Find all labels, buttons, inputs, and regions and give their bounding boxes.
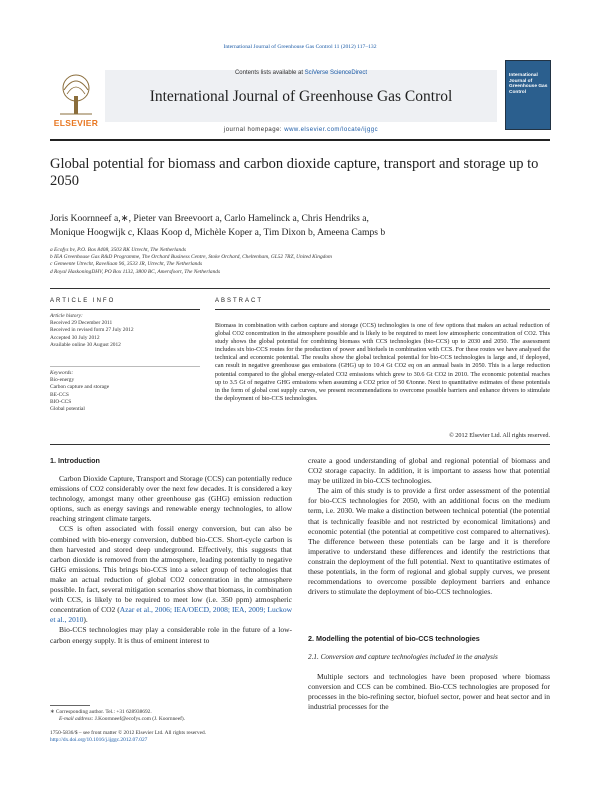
author-list xyxy=(50,212,550,240)
section-2-1-subheading: 2.1. Conversion and capture technologies included in the analysis xyxy=(308,653,498,661)
journal-citation: International Journal of Greenhouse Gas Control 11 (2012) 117–132 xyxy=(223,44,377,50)
history-online: Available online 30 August 2012 xyxy=(50,341,121,348)
elsevier-logo xyxy=(52,70,100,128)
homepage-link[interactable]: www.elsevier.com/locate/ijggc xyxy=(284,127,379,133)
intro-paragraph-3: Bio-CCS technologies may play a considerable role in the future of a low- carbon energy supply. It is thus of eminent interest to xyxy=(50,625,292,645)
affiliation-rule xyxy=(50,288,550,289)
section-1-heading: 1. Introduction xyxy=(50,456,100,465)
intro-paragraph-2 xyxy=(50,524,292,625)
affiliation-c: c Gemeente Utrecht, Ravellaan 96, 3533 JR, Utrecht, The Netherlands xyxy=(50,261,203,268)
contents-prefix: Contents lists available at xyxy=(234,70,305,76)
history-label: Article history: xyxy=(50,313,83,319)
keywords-label: Keywords: xyxy=(50,370,74,376)
history-accepted: Accepted 30 July 2012 xyxy=(50,334,100,341)
footnote-rule xyxy=(50,705,90,706)
article-history xyxy=(50,313,200,349)
intro-references-link[interactable]: Azar et al., 2006; IEA/OECD, 2008; IEA, 2009; Luckow et al., 2010 xyxy=(50,605,292,625)
header-rule xyxy=(50,139,550,141)
right-column-body xyxy=(308,456,550,597)
email-line xyxy=(50,716,292,723)
history-revised: Received in revised form 27 July 2012 xyxy=(50,327,134,334)
article-title: Global potential for biomass and carbon dioxide capture, transport and storage up to 2050 xyxy=(50,156,539,189)
keyword-item: Bio-energy xyxy=(50,377,75,384)
section-2-heading: 2. Modelling the potential of bio-CCS technologies xyxy=(308,634,480,643)
right-column-body-2 xyxy=(308,672,550,712)
doi-link[interactable]: http://dx.doi.org/10.1016/j.ijggc.2012.07.027 xyxy=(50,737,148,744)
email-address[interactable]: J.Koornneef@ecofys.com xyxy=(94,716,151,723)
keywords-rule xyxy=(50,366,200,367)
right-paragraph-1: create a good understanding of global and regional potential of biomass and CO2 storage capacity. In addition, it is important to assess how that potential may be utilized in bio-CCS technologies. xyxy=(308,456,550,486)
history-received: Received 29 December 2011 xyxy=(50,320,113,327)
contents-line xyxy=(105,70,497,76)
copyright-notice: © 2012 Elsevier Ltd. All rights reserved. xyxy=(449,432,550,439)
affiliations xyxy=(50,247,550,276)
elsevier-wordmark: ELSEVIER xyxy=(53,118,99,128)
homepage-line xyxy=(105,127,497,133)
sciencedirect-link[interactable]: SciVerse ScienceDirect xyxy=(304,70,368,76)
affiliation-a: a Ecofys bv, P.O. Box 8408, 3503 RK Utrecht, The Netherlands xyxy=(50,247,186,253)
cover-title: International Journal of Greenhouse Gas Control xyxy=(509,73,548,95)
authors-line-1: Joris Koornneef a,∗, Pieter van Breevoort a, Carlo Hamelinck a, Chris Hendriks a, xyxy=(50,213,369,224)
corresponding-author: ∗ Corresponding author. Tel.: +31 628938692. xyxy=(50,709,152,715)
abstract-bottom-rule xyxy=(50,444,550,445)
keyword-item: BE-CCS xyxy=(50,391,69,398)
authors-line-2: Monique Hoogwijk c, Klaas Koop d, Michèle Koper a, Tim Dixon b, Ameena Camps b xyxy=(50,227,386,238)
intro-paragraph-2-end: ). xyxy=(83,615,88,625)
abstract-text: Biomass in combination with carbon capture and storage (CCS) technologies is one of few options that makes an actual reduction of global CO2 concentration in the atmosphere possible and is likely to be required to meet low atmospheric concentration of CO2. This study shows the global potential for combining biomass with CCS technologies (bio-CCS) up to 2030 and 2050. The assessment includes six bio-CCS routes for the production of power and biofuels in combination with CCS. For these routes we have analysed the technical and economic potential. The results show the global technical potential for bio-CCS technologies is large and, if deployed, can result in negative greenhouse gas emissions (GHG) up to 10.4 Gt CO2 eq on an annual basis in 2050. This is a large reduction potential compared to the global energy-related CO2 emissions which grew to 30.6 Gt CO2 in 2010. The economic potential reaches up to 3.5 Gt of negative GHG emissions when assuming a CO2 price of 50 €/tonne. Next to quantitative estimates of these potentials in the form of global cost supply curves, we present recommendations to overcome possible barriers and enhance drivers to stimulate the deployment of bio-CCS technologies. xyxy=(215,322,550,402)
intro-paragraph-2-text: CCS is often associated with fossil energy conversion, but can also be combined with bio-energy conversion, dubbed bio-CCS. Short-cycle carbon is then harvested and stored deep underground. Effectively, this suggests that carbon dioxide is removed from the atmosphere, leading potentially to negative GHG emissions. This brings bio-CCS into a select group of technologies that make an actual reduction of global CO2 concentration in the atmosphere possible. In fact, several mitigation scenarios show that biomass, in combination with CCS, is likely to be required to meet low (i.e. 350 ppm) atmospheric concentration of CO2 ( xyxy=(50,524,292,615)
keywords xyxy=(50,370,200,413)
article-info-heading: ARTICLE INFO xyxy=(50,298,116,304)
keyword-item: Carbon capture and storage xyxy=(50,384,110,391)
homepage-prefix: journal homepage: xyxy=(223,127,285,133)
intro-paragraph-1: Carbon Dioxide Capture, Transport and Storage (CCS) can potentially reduce emissions of CO2 considerably over the next few decades. It is considered a key technology, amongst many other greenhouse gas (GHG) emission reduction options, such as energy savings and renewable energy technologies, to allow reaching stringent climate targets. xyxy=(50,474,292,524)
affiliation-b: b IEA Greenhouse Gas R&D Programme, The Orchard Business Centre, Stoke Orchard, Cheltenham, GL52 7RZ, United Kingdom xyxy=(50,254,332,261)
keyword-item: Global potential xyxy=(50,406,85,413)
abstract-heading: ABSTRACT xyxy=(215,298,264,304)
right-paragraph-3: Multiple sectors and technologies have been proposed where biomass conversion and CCS can be combined. Bio-CCS technologies are proposed for processes in the bio-refining sector, biofuel sector, power and heat sector and in industrial processes for the xyxy=(308,672,550,712)
right-paragraph-2: The aim of this study is to provide a first order assessment of the potential for bio-CCS technologies for 2050, with an additional focus on the medium term, i.e. 2030. We make a distinction between technical potential (the potential that is technically feasible and not restricted by economical limitations) and economic potential (the potential at competitive cost compared to alternatives). The difference between these potentials can be large and it is therefore imperative to understand these differences and identify the restrictions that constrain the deployment of the full potential. Next to quantitative estimates of these potentials, in the form of regional and global supply curves, we present recommendations to overcome possible deployment barriers and enhance drivers to stimulate the deployment of bio-CCS technologies. xyxy=(308,486,550,597)
bottom-metadata xyxy=(50,730,350,744)
intro-body xyxy=(50,474,292,646)
journal-cover-thumbnail xyxy=(505,60,551,130)
email-suffix: (J. Koornneef). xyxy=(150,716,186,723)
keyword-item: BIO-CCS xyxy=(50,398,72,405)
abstract-rule xyxy=(215,309,550,310)
email-label: E-mail address: xyxy=(59,716,95,723)
affiliation-d: d Royal HaskoningDHV, PO Box 1132, 3800 BC, Amersfoort, The Netherlands xyxy=(50,268,221,275)
tree-logo-icon xyxy=(52,70,100,116)
article-info-rule xyxy=(50,309,200,310)
issn-line: 1750-5836/$ – see front matter © 2012 Elsevier Ltd. All rights reserved. xyxy=(50,730,207,736)
journal-name: International Journal of Greenhouse Gas Control xyxy=(149,88,453,105)
footnote xyxy=(50,709,292,723)
